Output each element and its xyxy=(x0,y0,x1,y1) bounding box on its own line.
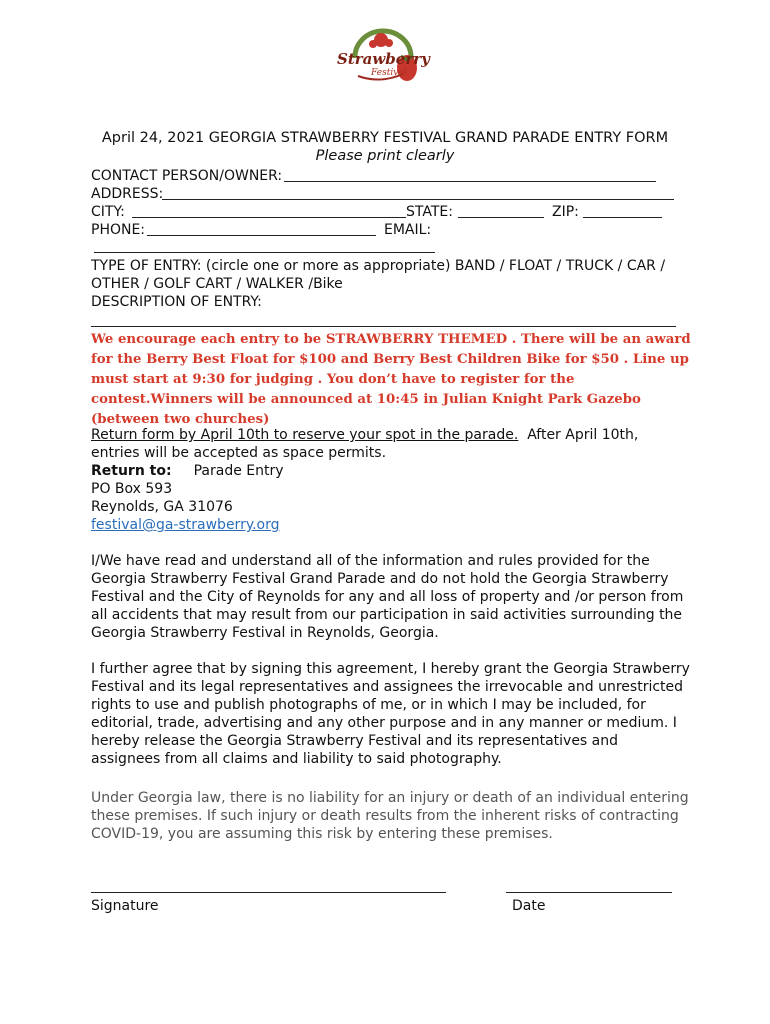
city-label: CITY: xyxy=(91,204,125,220)
state-field[interactable] xyxy=(458,217,544,218)
description-label: DESCRIPTION OF ENTRY: xyxy=(91,294,262,310)
logo-text-bottom: Festival xyxy=(371,68,407,78)
city-field[interactable] xyxy=(132,217,406,218)
zip-field[interactable] xyxy=(583,217,662,218)
signature-label: Signature xyxy=(91,898,159,914)
theme-notice: We encourage each entry to be STRAWBERRY THEMED . There will be an award for the Berry Best Float for $100 and Berry Best Children Bike for $50 . Line up must start at 9:30 for judging . You don’t have to register for the contest.Winners will be announced at 10:45 in Julian Knight Park Gazebo (between two churches) xyxy=(91,332,691,427)
return-to-name: Parade Entry xyxy=(193,463,284,479)
email-label: EMAIL: xyxy=(384,222,432,238)
signature-field[interactable] xyxy=(91,892,446,893)
state-label: STATE: xyxy=(406,204,453,220)
zip-label: ZIP: xyxy=(552,204,579,220)
festival-email-link[interactable]: festival@ga-strawberry.org xyxy=(91,517,280,533)
return-deadline: Return form by April 10th to reserve your spot in the parade. xyxy=(91,427,519,443)
description-field[interactable] xyxy=(91,326,676,327)
address-label: ADDRESS: xyxy=(91,186,164,202)
return-to-line xyxy=(91,462,284,480)
form-subtitle: Please print clearly xyxy=(315,148,455,164)
date-label: Date xyxy=(512,898,546,914)
logo-text-top: Strawberry xyxy=(337,50,430,68)
return-after: After April 10th, xyxy=(527,427,639,443)
return-after2: entries will be accepted as space permits. xyxy=(91,445,387,461)
email-field[interactable] xyxy=(94,252,435,253)
phone-field[interactable] xyxy=(147,235,376,236)
release-paragraph-2: I further agree that by signing this agreement, I hereby grant the Georgia Strawberry Festival and its legal representatives and assignees the irrevocable and unrestricted rights to use and publish photographs of me, or in which I may be included, for editorial, trade, advertising and any other purpose and in any manner or medium. I hereby release the Georgia Strawberry Festival and its representatives and assignees from all claims and liability to said photography. xyxy=(91,661,690,767)
festival-logo xyxy=(333,28,428,90)
date-field[interactable] xyxy=(506,892,672,893)
contact-field[interactable] xyxy=(284,181,656,182)
entry-type-line1: TYPE OF ENTRY: (circle one or more as appropriate) BAND / FLOAT / TRUCK / CAR / xyxy=(91,258,666,274)
covid-paragraph: Under Georgia law, there is no liability for an injury or death of an individual entering these premises. If such injury or death results from the inherent risks of contracting COVID-19, you are assuming this risk by entering these premises. xyxy=(91,790,689,842)
phone-label: PHONE: xyxy=(91,222,146,238)
po-box: PO Box 593 xyxy=(91,481,173,497)
return-to-label: Return to: xyxy=(91,463,172,479)
address-field[interactable] xyxy=(162,199,674,200)
form-title: April 24, 2021 GEORGIA STRAWBERRY FESTIVAL GRAND PARADE ENTRY FORM xyxy=(101,130,669,146)
entry-type-line2: OTHER / GOLF CART / WALKER /Bike xyxy=(91,276,343,292)
release-paragraph-1: I/We have read and understand all of the information and rules provided for the Georgia Strawberry Festival Grand Parade and do not hold the Georgia Strawberry Festival and the City of Reynolds for any and all loss of property and /or person from all accidents that may result from our participation in said activities surrounding the Georgia Strawberry Festival in Reynolds, Georgia. xyxy=(91,553,684,641)
contact-label: CONTACT PERSON/OWNER: xyxy=(91,168,283,184)
return-deadline-line xyxy=(91,426,638,444)
return-city: Reynolds, GA 31076 xyxy=(91,499,233,515)
